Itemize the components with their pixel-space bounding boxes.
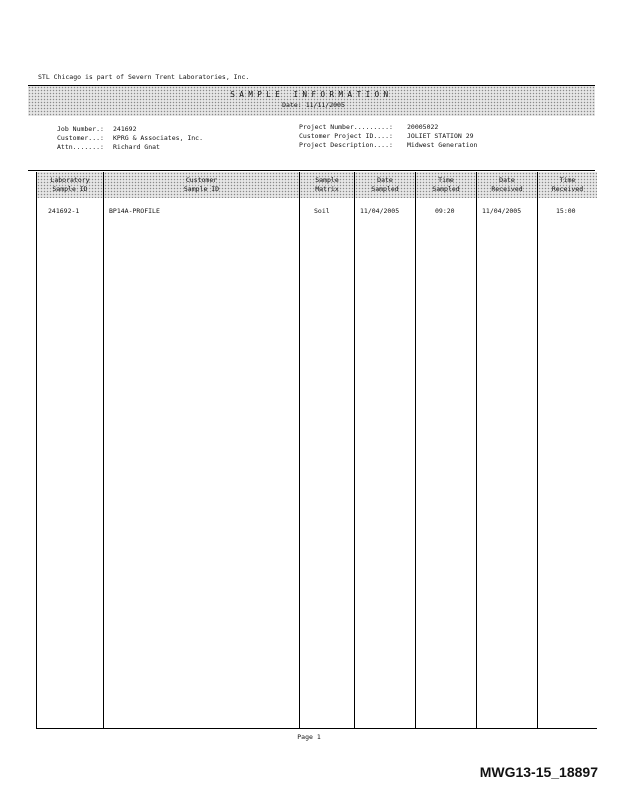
header-line: Received	[551, 185, 584, 193]
column-divider	[299, 172, 300, 728]
document-id: MWG13-15_18897	[479, 764, 598, 780]
cell-date-received: 11/04/2005	[482, 207, 522, 215]
header-line: Time	[438, 176, 454, 184]
date-label: Date:	[282, 101, 302, 109]
header-line: Customer	[185, 176, 218, 184]
header-line: Sampled	[432, 185, 460, 193]
info-value: KPRG & Associates, Inc.	[113, 134, 204, 142]
header-line: Time	[559, 176, 576, 184]
header-customer-sample-id	[104, 172, 299, 198]
info-label: Job Number.:	[57, 125, 104, 133]
info-value: 241692	[113, 125, 137, 133]
date-value: 11/11/2005	[305, 101, 345, 109]
header-time-sampled	[416, 172, 476, 198]
header-line: Sample ID	[183, 185, 220, 193]
info-customer	[57, 134, 203, 142]
document-title: SAMPLE INFORMATION	[230, 90, 393, 99]
info-job-number	[57, 125, 136, 133]
info-label: Customer...:	[57, 134, 104, 142]
title-band	[28, 85, 595, 116]
header-date-received	[477, 172, 537, 198]
info-project-number	[299, 123, 438, 131]
cell-date-sampled: 11/04/2005	[360, 207, 400, 215]
cell-time-sampled: 09:20	[435, 207, 455, 215]
header-time-received	[538, 172, 597, 198]
sample-table	[36, 172, 597, 729]
column-divider	[103, 172, 104, 728]
info-label: Customer Project ID....:	[299, 132, 393, 140]
info-value: JOLIET STATION 29	[407, 132, 474, 140]
page-number: Page 1	[297, 733, 321, 741]
info-customer-project-id	[299, 132, 474, 140]
info-label: Attn.......:	[57, 143, 104, 151]
info-value: 20005022	[407, 123, 439, 131]
column-divider	[476, 172, 477, 728]
cell-customer-sample-id: BP14A-PROFILE	[109, 207, 160, 215]
header-line: Laboratory	[50, 176, 90, 184]
cell-time-received: 15:00	[556, 207, 576, 215]
info-value: Midwest Generation	[407, 141, 478, 149]
header-line: Date	[377, 176, 393, 184]
info-label: Project Description....:	[299, 141, 393, 149]
cell-sample-matrix: Soil	[314, 207, 330, 215]
column-divider	[415, 172, 416, 728]
info-label: Project Number.........:	[299, 123, 393, 131]
section-rule	[28, 170, 595, 171]
info-value: Richard Gnat	[113, 143, 160, 151]
report-date	[28, 101, 595, 109]
header-line: Date	[499, 176, 515, 184]
cell-lab-sample-id: 241692-1	[48, 207, 80, 215]
header-line: Sampled	[371, 185, 399, 193]
column-divider	[537, 172, 538, 728]
header-line: Sample ID	[52, 185, 88, 193]
header-lab-sample-id	[37, 172, 103, 198]
header-sample-matrix	[300, 172, 354, 198]
info-attn	[57, 143, 160, 151]
header-line: Matrix	[315, 185, 339, 193]
column-divider	[354, 172, 355, 728]
header-line: Sample	[315, 176, 339, 184]
header-line: Received	[491, 185, 523, 193]
header-date-sampled	[355, 172, 415, 198]
info-project-description	[299, 141, 477, 149]
lab-affiliation-note: STL Chicago is part of Severn Trent Laboratories, Inc.	[38, 73, 250, 81]
